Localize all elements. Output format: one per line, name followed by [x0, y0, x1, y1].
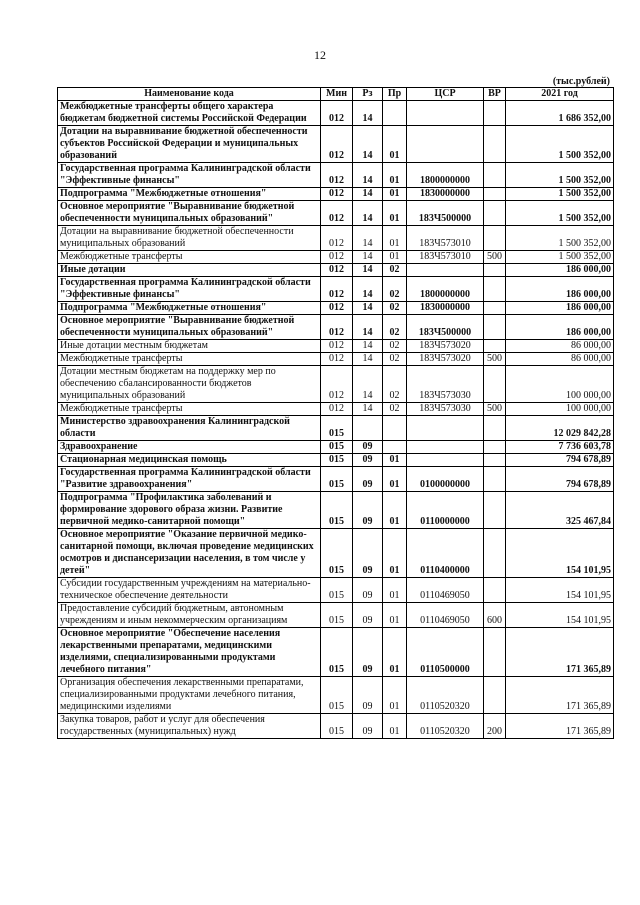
min-cell: 015 — [321, 529, 353, 578]
name-cell: Организация обеспечения лекарственными препаратами, специализированными продуктами лечебного питания, медицинскими изделиями — [58, 677, 321, 714]
pr-cell: 01 — [383, 188, 407, 201]
csr-cell: 0100000000 — [407, 467, 484, 492]
name-cell: Дотации на выравнивание бюджетной обеспеченности муниципальных образований — [58, 226, 321, 251]
min-cell: 012 — [321, 201, 353, 226]
name-cell: Министерство здравоохранения Калининградской области — [58, 416, 321, 441]
sum-cell: 1 500 352,00 — [506, 226, 614, 251]
min-cell: 015 — [321, 416, 353, 441]
rz-cell: 14 — [353, 201, 383, 226]
table-row — [58, 126, 614, 163]
pr-cell — [383, 101, 407, 126]
vr-cell — [484, 315, 506, 340]
pr-cell: 01 — [383, 454, 407, 467]
vr-cell — [484, 302, 506, 315]
min-cell: 012 — [321, 340, 353, 353]
vr-cell — [484, 101, 506, 126]
min-cell: 012 — [321, 353, 353, 366]
header-name: Наименование кода — [58, 88, 321, 101]
table-row — [58, 163, 614, 188]
rz-cell: 14 — [353, 226, 383, 251]
rz-cell: 09 — [353, 714, 383, 739]
vr-cell — [484, 578, 506, 603]
min-cell: 015 — [321, 492, 353, 529]
vr-cell: 200 — [484, 714, 506, 739]
name-cell: Подпрограмма "Межбюджетные отношения" — [58, 188, 321, 201]
rz-cell: 09 — [353, 578, 383, 603]
pr-cell: 02 — [383, 277, 407, 302]
table-row — [58, 201, 614, 226]
table-row — [58, 441, 614, 454]
pr-cell: 01 — [383, 714, 407, 739]
name-cell: Иные дотации местным бюджетам — [58, 340, 321, 353]
name-cell: Межбюджетные трансферты — [58, 251, 321, 264]
csr-cell: 0110469050 — [407, 578, 484, 603]
pr-cell: 01 — [383, 226, 407, 251]
header-rz: Рз — [353, 88, 383, 101]
csr-cell: 0110520320 — [407, 677, 484, 714]
vr-cell — [484, 126, 506, 163]
csr-cell: 183Ч500000 — [407, 201, 484, 226]
sum-cell: 1 500 352,00 — [506, 201, 614, 226]
sum-cell: 154 101,95 — [506, 529, 614, 578]
vr-cell — [484, 529, 506, 578]
header-min: Мин — [321, 88, 353, 101]
min-cell: 012 — [321, 126, 353, 163]
table-row — [58, 277, 614, 302]
csr-cell: 0110520320 — [407, 714, 484, 739]
csr-cell: 183Ч500000 — [407, 315, 484, 340]
csr-cell: 1800000000 — [407, 163, 484, 188]
table-row — [58, 677, 614, 714]
min-cell: 015 — [321, 467, 353, 492]
sum-cell: 171 365,89 — [506, 714, 614, 739]
pr-cell: 01 — [383, 163, 407, 188]
rz-cell: 14 — [353, 126, 383, 163]
sum-cell: 100 000,00 — [506, 366, 614, 403]
rz-cell: 14 — [353, 366, 383, 403]
rz-cell: 09 — [353, 628, 383, 677]
pr-cell: 01 — [383, 603, 407, 628]
rz-cell: 14 — [353, 251, 383, 264]
vr-cell — [484, 277, 506, 302]
pr-cell: 02 — [383, 366, 407, 403]
pr-cell: 01 — [383, 529, 407, 578]
pr-cell: 01 — [383, 578, 407, 603]
csr-cell — [407, 416, 484, 441]
vr-cell — [484, 226, 506, 251]
vr-cell — [484, 201, 506, 226]
pr-cell: 02 — [383, 353, 407, 366]
csr-cell — [407, 454, 484, 467]
name-cell: Межбюджетные трансферты — [58, 403, 321, 416]
name-cell: Государственная программа Калининградской области "Развитие здравоохранения" — [58, 467, 321, 492]
sum-cell: 171 365,89 — [506, 628, 614, 677]
csr-cell — [407, 101, 484, 126]
name-cell: Межбюджетные трансферты — [58, 353, 321, 366]
name-cell: Основное мероприятие "Выравнивание бюджетной обеспеченности муниципальных образований" — [58, 315, 321, 340]
vr-cell — [484, 628, 506, 677]
csr-cell: 1830000000 — [407, 302, 484, 315]
table-row — [58, 101, 614, 126]
sum-cell: 325 467,84 — [506, 492, 614, 529]
table-row — [58, 467, 614, 492]
name-cell: Основное мероприятие "Оказание первичной медико-санитарной помощи, включая проведение медицинских осмотров и диспансеризации населения, в том числе у детей" — [58, 529, 321, 578]
name-cell: Предоставление субсидий бюджетным, автономным учреждениям и иным некоммерческим организациям — [58, 603, 321, 628]
rz-cell: 14 — [353, 264, 383, 277]
min-cell: 012 — [321, 403, 353, 416]
budget-table — [57, 87, 614, 739]
csr-cell: 1800000000 — [407, 277, 484, 302]
sum-cell: 171 365,89 — [506, 677, 614, 714]
pr-cell: 01 — [383, 677, 407, 714]
rz-cell: 14 — [353, 353, 383, 366]
table-row — [58, 492, 614, 529]
table-row — [58, 403, 614, 416]
name-cell: Стационарная медицинская помощь — [58, 454, 321, 467]
table-row — [58, 578, 614, 603]
min-cell: 012 — [321, 277, 353, 302]
csr-cell: 1830000000 — [407, 188, 484, 201]
rz-cell: 14 — [353, 163, 383, 188]
rz-cell: 09 — [353, 492, 383, 529]
rz-cell: 09 — [353, 529, 383, 578]
min-cell: 012 — [321, 315, 353, 340]
pr-cell: 01 — [383, 467, 407, 492]
vr-cell — [484, 366, 506, 403]
name-cell: Основное мероприятие "Выравнивание бюджетной обеспеченности муниципальных образований" — [58, 201, 321, 226]
sum-cell: 794 678,89 — [506, 467, 614, 492]
vr-cell: 500 — [484, 403, 506, 416]
sum-cell: 186 000,00 — [506, 264, 614, 277]
table-body — [58, 101, 614, 739]
table-row — [58, 226, 614, 251]
table-row — [58, 188, 614, 201]
rz-cell: 14 — [353, 340, 383, 353]
name-cell: Субсидии государственным учреждениям на материально-техническое обеспечение деятельности — [58, 578, 321, 603]
header-csr: ЦСР — [407, 88, 484, 101]
name-cell: Закупка товаров, работ и услуг для обеспечения государственных (муниципальных) нужд — [58, 714, 321, 739]
vr-cell — [484, 340, 506, 353]
sum-cell: 1 500 352,00 — [506, 126, 614, 163]
sum-cell: 186 000,00 — [506, 302, 614, 315]
rz-cell: 14 — [353, 188, 383, 201]
name-cell: Иные дотации — [58, 264, 321, 277]
vr-cell — [484, 416, 506, 441]
sum-cell: 1 686 352,00 — [506, 101, 614, 126]
min-cell: 015 — [321, 714, 353, 739]
sum-cell: 86 000,00 — [506, 340, 614, 353]
table-header — [58, 88, 614, 101]
vr-cell — [484, 441, 506, 454]
sum-cell: 794 678,89 — [506, 454, 614, 467]
pr-cell: 01 — [383, 628, 407, 677]
min-cell: 015 — [321, 578, 353, 603]
sum-cell: 12 029 842,28 — [506, 416, 614, 441]
pr-cell: 02 — [383, 340, 407, 353]
table-row — [58, 529, 614, 578]
rz-cell: 14 — [353, 277, 383, 302]
vr-cell — [484, 264, 506, 277]
csr-cell: 183Ч573030 — [407, 366, 484, 403]
sum-cell: 1 500 352,00 — [506, 251, 614, 264]
table-row — [58, 454, 614, 467]
name-cell: Государственная программа Калининградской области "Эффективные финансы" — [58, 163, 321, 188]
min-cell: 012 — [321, 251, 353, 264]
sum-cell: 154 101,95 — [506, 578, 614, 603]
rz-cell: 09 — [353, 454, 383, 467]
csr-cell: 0110000000 — [407, 492, 484, 529]
page-number: 12 — [314, 48, 326, 62]
table-row — [58, 366, 614, 403]
rz-cell: 14 — [353, 302, 383, 315]
pr-cell: 02 — [383, 264, 407, 277]
vr-cell — [484, 188, 506, 201]
min-cell: 015 — [321, 628, 353, 677]
sum-cell: 86 000,00 — [506, 353, 614, 366]
table-row — [58, 603, 614, 628]
sum-cell: 1 500 352,00 — [506, 163, 614, 188]
pr-cell: 01 — [383, 126, 407, 163]
table-row — [58, 628, 614, 677]
rz-cell: 14 — [353, 315, 383, 340]
csr-cell: 0110500000 — [407, 628, 484, 677]
table-row — [58, 315, 614, 340]
pr-cell: 01 — [383, 201, 407, 226]
csr-cell: 183Ч573010 — [407, 226, 484, 251]
min-cell: 012 — [321, 188, 353, 201]
sum-cell: 1 500 352,00 — [506, 188, 614, 201]
units-label: (тыс.рублей) — [552, 76, 610, 87]
min-cell: 012 — [321, 366, 353, 403]
csr-cell — [407, 264, 484, 277]
min-cell: 012 — [321, 226, 353, 251]
rz-cell: 09 — [353, 441, 383, 454]
min-cell: 015 — [321, 441, 353, 454]
min-cell: 015 — [321, 603, 353, 628]
name-cell: Дотации местным бюджетам на поддержку мер по обеспечению сбалансированности бюджетов муниципальных образований — [58, 366, 321, 403]
rz-cell: 14 — [353, 403, 383, 416]
csr-cell: 183Ч573020 — [407, 353, 484, 366]
name-cell: Подпрограмма "Профилактика заболеваний и формирование здорового образа жизни. Развитие первичной медико-санитарной помощи" — [58, 492, 321, 529]
vr-cell: 500 — [484, 353, 506, 366]
table-row — [58, 264, 614, 277]
table-row — [58, 340, 614, 353]
csr-cell: 183Ч573010 — [407, 251, 484, 264]
csr-cell: 0110469050 — [407, 603, 484, 628]
name-cell: Дотации на выравнивание бюджетной обеспеченности субъектов Российской Федерации и муниципальных образований — [58, 126, 321, 163]
sum-cell: 186 000,00 — [506, 277, 614, 302]
min-cell: 015 — [321, 677, 353, 714]
pr-cell: 02 — [383, 315, 407, 340]
pr-cell: 02 — [383, 403, 407, 416]
pr-cell: 01 — [383, 251, 407, 264]
table-row — [58, 714, 614, 739]
pr-cell: 01 — [383, 492, 407, 529]
min-cell: 012 — [321, 264, 353, 277]
name-cell: Здравоохранение — [58, 441, 321, 454]
rz-cell: 09 — [353, 603, 383, 628]
name-cell: Государственная программа Калининградской области "Эффективные финансы" — [58, 277, 321, 302]
min-cell: 012 — [321, 101, 353, 126]
name-cell: Межбюджетные трансферты общего характера бюджетам бюджетной системы Российской Федерации — [58, 101, 321, 126]
pr-cell — [383, 441, 407, 454]
vr-cell — [484, 454, 506, 467]
pr-cell: 02 — [383, 302, 407, 315]
header-vr: ВР — [484, 88, 506, 101]
csr-cell: 0110400000 — [407, 529, 484, 578]
header-pr: Пр — [383, 88, 407, 101]
table-row — [58, 302, 614, 315]
vr-cell — [484, 163, 506, 188]
rz-cell — [353, 416, 383, 441]
csr-cell: 183Ч573020 — [407, 340, 484, 353]
min-cell: 012 — [321, 302, 353, 315]
rz-cell: 09 — [353, 467, 383, 492]
vr-cell — [484, 492, 506, 529]
header-year: 2021 год — [506, 88, 614, 101]
name-cell: Основное мероприятие "Обеспечение населения лекарственными препаратами, медицинскими изделиями, специализированными продуктами лечебного питания" — [58, 628, 321, 677]
table-row — [58, 353, 614, 366]
sum-cell: 7 736 603,78 — [506, 441, 614, 454]
min-cell: 015 — [321, 454, 353, 467]
vr-cell — [484, 677, 506, 714]
sum-cell: 154 101,95 — [506, 603, 614, 628]
csr-cell — [407, 441, 484, 454]
name-cell: Подпрограмма "Межбюджетные отношения" — [58, 302, 321, 315]
vr-cell: 600 — [484, 603, 506, 628]
csr-cell: 183Ч573030 — [407, 403, 484, 416]
vr-cell: 500 — [484, 251, 506, 264]
rz-cell: 09 — [353, 677, 383, 714]
rz-cell: 14 — [353, 101, 383, 126]
sum-cell: 186 000,00 — [506, 315, 614, 340]
sum-cell: 100 000,00 — [506, 403, 614, 416]
vr-cell — [484, 467, 506, 492]
table-row — [58, 416, 614, 441]
csr-cell — [407, 126, 484, 163]
min-cell: 012 — [321, 163, 353, 188]
pr-cell — [383, 416, 407, 441]
table-row — [58, 251, 614, 264]
